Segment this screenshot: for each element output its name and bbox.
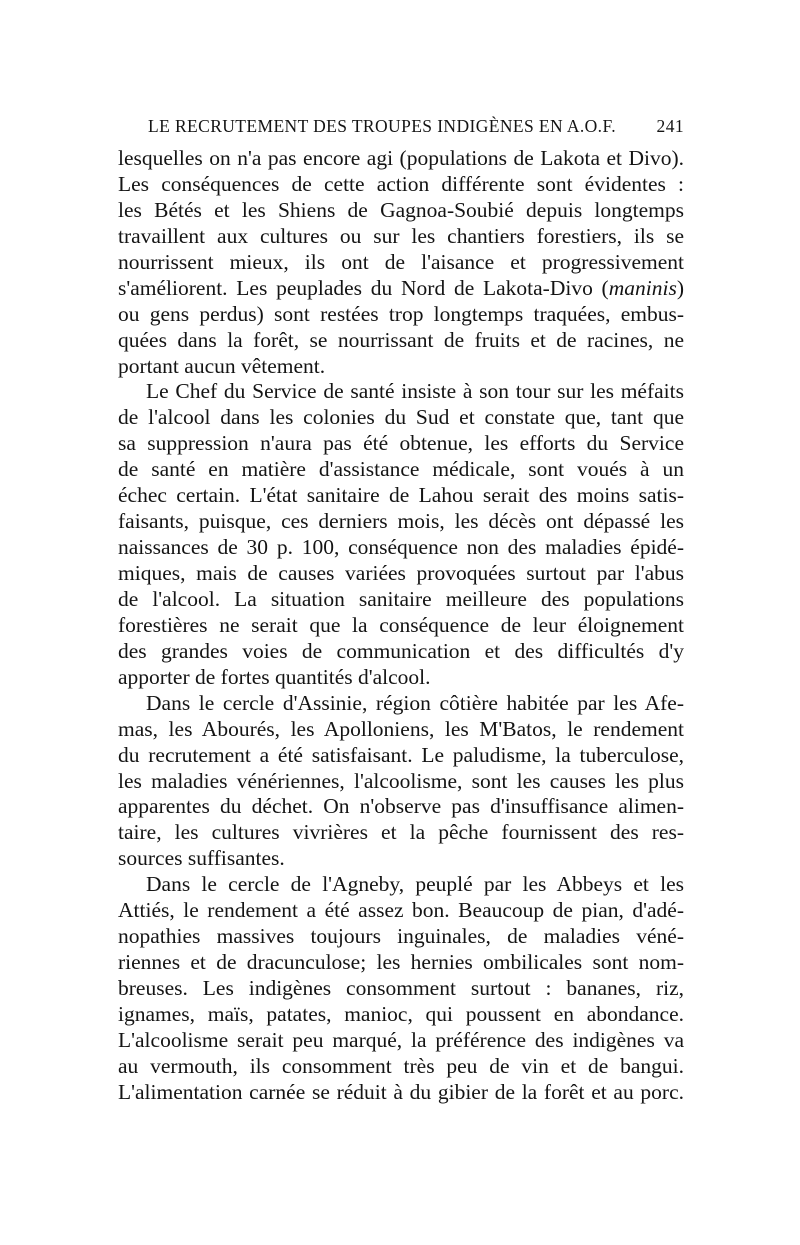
page-number: 241 — [656, 116, 684, 136]
text-line-27: taire, les cultures vivrières et la pêche fournissent des res- — [118, 820, 684, 845]
text-line-13: de santé en matière d'assistance médicale, sont voués à un — [118, 457, 684, 482]
text-line-6 — [118, 276, 684, 302]
text-line-30: Attiés, le rendement a été assez bon. Beaucoup de pian, d'adé- — [118, 898, 684, 923]
text-line-31: nopathies massives toujours inguinales, de maladies véné- — [118, 924, 684, 949]
text-line-37: L'alimentation carnée se réduit à du gibier de la forêt et au porc. — [118, 1079, 684, 1104]
text-line-15: faisants, puisque, ces derniers mois, les décès ont dépassé les — [118, 509, 684, 534]
text-line-29: Dans le cercle de l'Agneby, peuplé par les Abbeys et les — [146, 872, 684, 897]
body-text — [118, 146, 684, 1106]
text-line-25: les maladies vénériennes, l'alcoolisme, sont les causes les plus — [118, 768, 684, 793]
text-line-36: au vermouth, ils consomment très peu de vin et de bangui. — [118, 1053, 684, 1078]
text-line-6-main: s'améliorent. Les peuplades du Nord de Lakota-Divo ( — [118, 275, 609, 300]
text-line-17: miques, mais de causes variées provoquées surtout par l'abus — [118, 561, 684, 585]
text-line-28: sources suffisantes. — [118, 846, 285, 871]
text-line-5: nourrissent mieux, ils ont de l'aisance et progressivement — [118, 249, 684, 274]
text-line-10: Le Chef du Service de santé insiste à son tour sur les méfaits — [146, 379, 684, 404]
text-line-16: naissances de 30 p. 100, conséquence non des maladies épidé- — [118, 535, 684, 560]
italic-term: maninis — [608, 275, 677, 300]
running-title: LE RECRUTEMENT DES TROUPES INDIGÈNES EN A.O.F. — [148, 116, 616, 136]
text-line-19: forestières ne serait que la conséquence de leur éloignement — [118, 612, 684, 637]
text-line-2: Les conséquences de cette action différente sont évidentes : — [118, 171, 684, 196]
text-line-9: portant aucun vêtement. — [118, 353, 326, 378]
text-line-20: des grandes voies de communication et des difficultés d'y — [118, 638, 684, 663]
text-line-34: ignames, maïs, patates, manioc, qui poussent en abondance. — [118, 1001, 684, 1026]
text-line-1: lesquelles on n'a pas encore agi (populations de Lakota et Divo). — [118, 146, 684, 170]
text-line-4: travaillent aux cultures ou sur les chantiers forestiers, ils se — [118, 223, 684, 248]
text-line-8: quées dans la forêt, se nourrissant de fruits et de racines, ne — [118, 327, 684, 352]
text-line-14: échec certain. L'état sanitaire de Lahou serait des moins satis- — [118, 483, 684, 508]
text-line-6-close: ) — [676, 275, 684, 300]
running-head — [148, 116, 684, 144]
text-line-33: breuses. Les indigènes consomment surtout : bananes, riz, — [118, 976, 684, 1000]
text-line-23: mas, les Abourés, les Apolloniens, les M'Batos, le rendement — [118, 716, 684, 741]
text-line-11: de l'alcool dans les colonies du Sud et constate que, tant que — [118, 405, 684, 430]
text-line-32: riennes et de dracunculose; les hernies ombilicales sont nom- — [118, 950, 684, 975]
text-line-18: de l'alcool. La situation sanitaire meilleure des populations — [118, 586, 684, 611]
text-line-12: sa suppression n'aura pas été obtenue, les efforts du Service — [118, 431, 684, 456]
text-line-3: les Bétés et les Shiens de Gagnoa-Soubié depuis longtemps — [118, 197, 684, 222]
text-line-24: du recrutement a été satisfaisant. Le paludisme, la tuberculose, — [118, 742, 684, 767]
text-line-26: apparentes du déchet. On n'observe pas d'insuffisance alimen- — [118, 794, 684, 819]
text-line-7: ou gens perdus) sont restées trop longtemps traquées, embus- — [118, 301, 684, 326]
text-line-22: Dans le cercle d'Assinie, région côtière habitée par les Afe- — [146, 690, 684, 715]
text-line-21: apporter de fortes quantités d'alcool. — [118, 664, 431, 689]
text-line-35: L'alcoolisme serait peu marqué, la préférence des indigènes va — [118, 1027, 684, 1052]
